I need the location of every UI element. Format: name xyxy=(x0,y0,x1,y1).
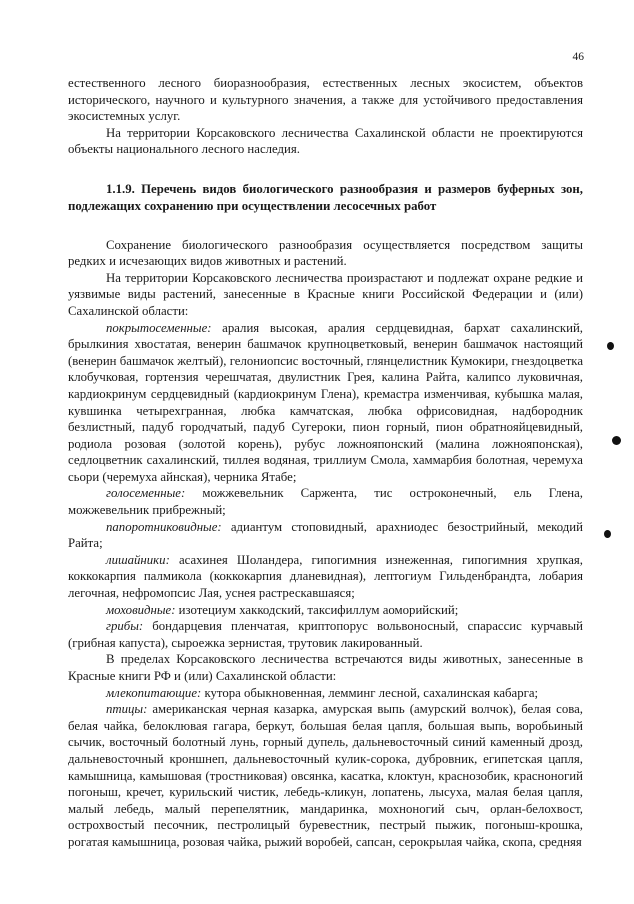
species-list: можжевельник Саржента, тис остроконечный, ель Глена, можжевельник прибрежный; xyxy=(68,486,583,518)
species-list: аралия высокая, аралия сердцевидная, бархат сахалинский, брылкиния хвостатая, венерин башмачок крупноцветковый, венерин башмачок настоящий (венерин башмачок желтый), гелониопсис восточный, глянцелистник Кумокири, гнездоцветка клобучковая, гортензия черешчатая, двулистник Грея, калина Райта, калипсо луковичная, кардиокринум сердцевидный (кардиокринум Глена), кремастра изменчивая, кубышка малая, кувшинка четырехгранная, любка камчатская, любка офрисовидная, надбородник безлистный, падуб городчатый, падуб Сугероки, пион горный, пион обратнояйцевидный, родиола розовая (золотой корень), рубус ложнояпонский (малина ложнояпонская), седлоцветник сахалинский, тиллея водяная, триллиум Смола, хаммарбия болотная, черемуха сьори (черемуха айнская), черника Ятабе; xyxy=(68,320,583,484)
species-group-label: моховидные: xyxy=(106,602,176,617)
species-group-paragraph xyxy=(68,685,583,702)
species-list: бондарцевия пленчатая, криптопорус вольвоносный, спарассис курчавый (грибная капуста), сыроежка зернистая, трутовик лакированный. xyxy=(68,619,583,650)
species-group-label: грибы: xyxy=(106,619,144,634)
species-group-label: птицы: xyxy=(106,702,148,717)
species-group-label: папоротниковидные: xyxy=(106,519,222,534)
species-group-label: лишайники: xyxy=(106,552,170,567)
species-group-paragraph xyxy=(68,602,583,619)
punch-hole-mark xyxy=(604,530,611,538)
paragraph: В пределах Корсаковского лесничества встречаются виды животных, занесенные в Красные книги РФ и (или) Сахалинской области: xyxy=(68,652,583,683)
species-group-label: голосеменные: xyxy=(106,486,186,501)
species-list: изотециум хаккодский, таксифиллум аоморийский; xyxy=(175,602,459,617)
species-list: асахинея Шоландера, гипогимния изнеженная, гипогимния хрупкая, коккокарпия палмикола (коккокарпия дланевидная), лептогиум Гильденбрандта, лобария легочная, нефромопсис Лая, уснея растрескавшаяся; xyxy=(68,552,583,601)
punch-hole-mark xyxy=(607,342,614,350)
paragraph: На территории Корсаковского лесничества Сахалинской области не проектируются объекты национального лесного наследия. xyxy=(68,125,583,157)
species-group-paragraph xyxy=(68,320,583,486)
section-heading: 1.1.9. Перечень видов биологического разнообразия и размеров буферных зон, подлежащих сохранению при осуществлении лесосечных работ xyxy=(68,181,583,213)
paragraph: На территории Корсаковского лесничества произрастают и подлежат охране редкие и уязвимые виды растений, занесенные в Красные книги Российской Федерации и (или) Сахалинской области: xyxy=(68,270,583,318)
paragraph: естественного лесного биоразнообразия, естественных лесных экосистем, объектов исторического, научного и культурного значения, а также для устойчивого предоставления экосистемных услуг. xyxy=(68,76,583,124)
species-group-paragraph xyxy=(68,485,583,518)
species-group-paragraph xyxy=(68,519,583,552)
page-number: 46 xyxy=(572,51,584,63)
punch-hole-mark xyxy=(612,436,621,445)
species-list: адиантум стоповидный, арахниодес безострийный, мекодий Райта; xyxy=(68,519,583,551)
paragraph: Сохранение биологического разнообразия осуществляется посредством защиты редких и исчезающих видов животных и растений. xyxy=(68,237,583,269)
species-group-label: покрытосеменные: xyxy=(106,320,212,335)
species-list: кутора обыкновенная, лемминг лесной, сахалинская кабарга; xyxy=(201,685,539,700)
species-group-label: млекопитающие: xyxy=(106,685,202,700)
species-group-paragraph xyxy=(68,618,583,651)
species-list: американская черная казарка, амурская выпь (амурский волчок), белая сова, белая чайка, белоклювая гагара, беркут, большая белая цапля, большая выпь, воробьиный сычик, восточный болотный лунь, горный дупель, дальневосточный синий каменный дрозд, дальневосточный кроншнеп, дальневосточный кулик-сорока, дубровник, египетская цапля, камышница, камышовая (тростниковая) овсянка, касатка, клоктун, краснозобик, красноногий погоныш, кречет, курильский чистик, лебедь-кликун, лопатень, лысуха, малая белая цапля, малый лебедь, малый перепелятник, мандаринка, мохноногий сыч, орлан-белохвост, острохвостый песочник, пестролицый буревестник, пестрый пыжик, погоныш-крошка, рогатая камышница, розовая чайка, рыжий воробей, сапсан, серокрылая чайка, скопа, средняя xyxy=(68,702,583,849)
species-group-paragraph xyxy=(68,552,583,602)
page-body xyxy=(68,75,583,851)
species-group-paragraph xyxy=(68,701,583,850)
